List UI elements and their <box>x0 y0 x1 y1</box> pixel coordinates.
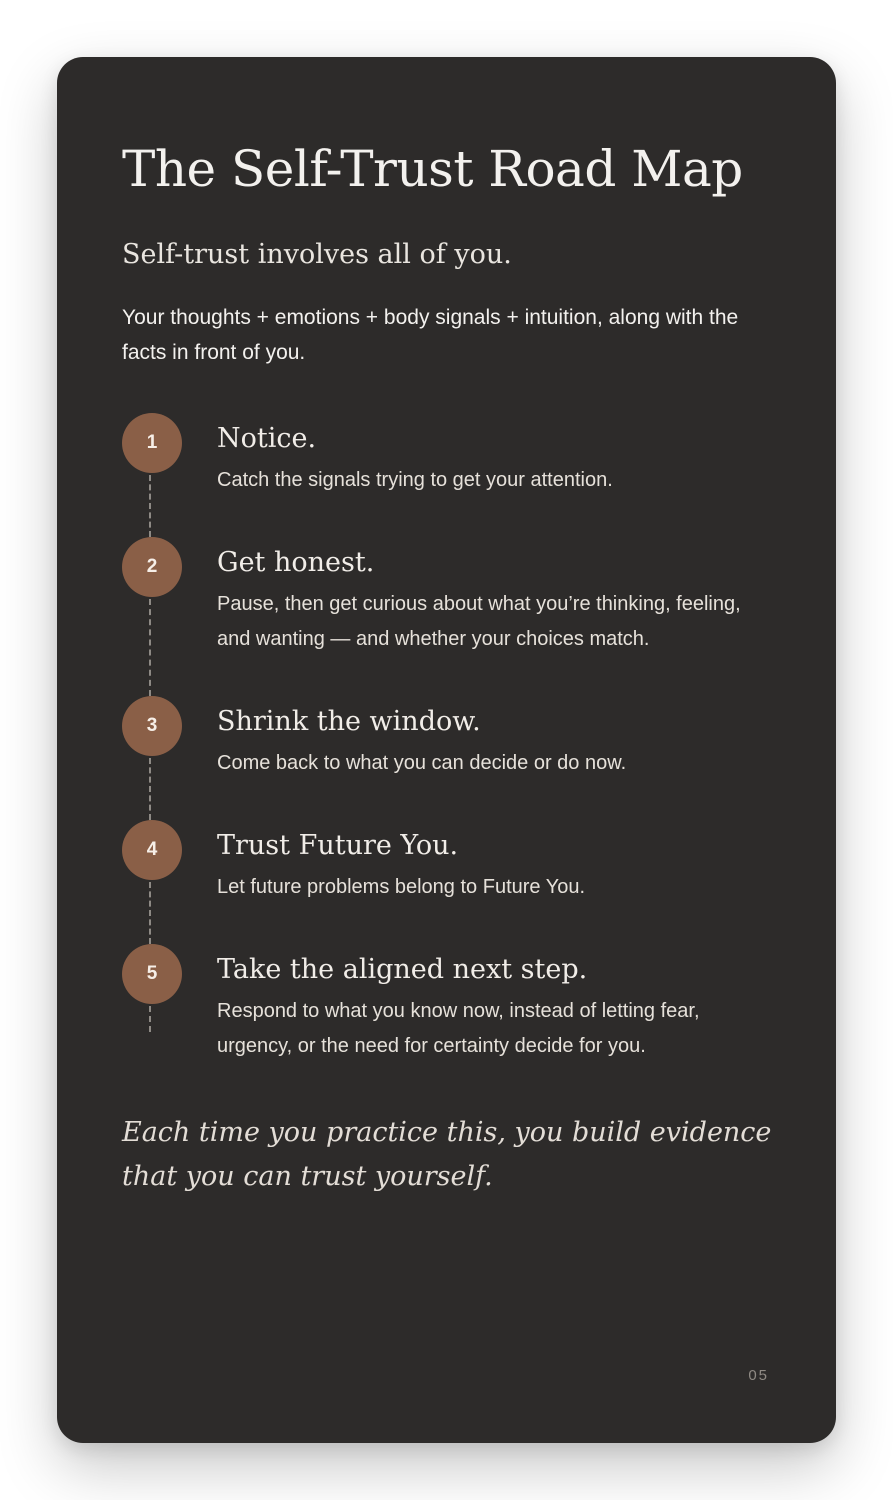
closing-quote: Each time you practice this, you build evidence that you can trust yourself. <box>122 1117 772 1192</box>
step-connector <box>149 758 151 820</box>
step-description: Come back to what you can decide or do now. <box>217 752 627 774</box>
step-title: Notice. <box>217 423 317 454</box>
step-connector <box>149 882 151 944</box>
step-number-badge: 5 <box>122 944 182 1004</box>
page-card <box>57 57 836 1443</box>
step-number-badge: 4 <box>122 820 182 880</box>
step-description: Respond to what you know now, instead of letting fear, urgency, or the need for certainty decide for you. <box>217 1000 700 1057</box>
step-number-badge: 2 <box>122 537 182 597</box>
step-description: Pause, then get curious about what you’re thinking, feeling, and wanting — and whether your choices match. <box>217 593 741 650</box>
step-title: Take the aligned next step. <box>217 954 588 985</box>
page-subtitle: Self-trust involves all of you. <box>122 239 512 270</box>
page-number: 05 <box>748 1367 769 1384</box>
step-connector <box>149 1006 151 1032</box>
step-description: Let future problems belong to Future You. <box>217 876 586 898</box>
intro-text: Your thoughts + emotions + body signals + intuition, along with the facts in front of you. <box>122 306 739 364</box>
step-title: Get honest. <box>217 547 375 578</box>
step-description: Catch the signals trying to get your attention. <box>217 469 613 491</box>
step-connector <box>149 599 151 696</box>
step-number-badge: 1 <box>122 413 182 473</box>
step-title: Shrink the window. <box>217 706 481 737</box>
step-number-badge: 3 <box>122 696 182 756</box>
step-connector <box>149 475 151 537</box>
page-title: The Self-Trust Road Map <box>122 140 743 198</box>
step-title: Trust Future You. <box>217 830 459 861</box>
